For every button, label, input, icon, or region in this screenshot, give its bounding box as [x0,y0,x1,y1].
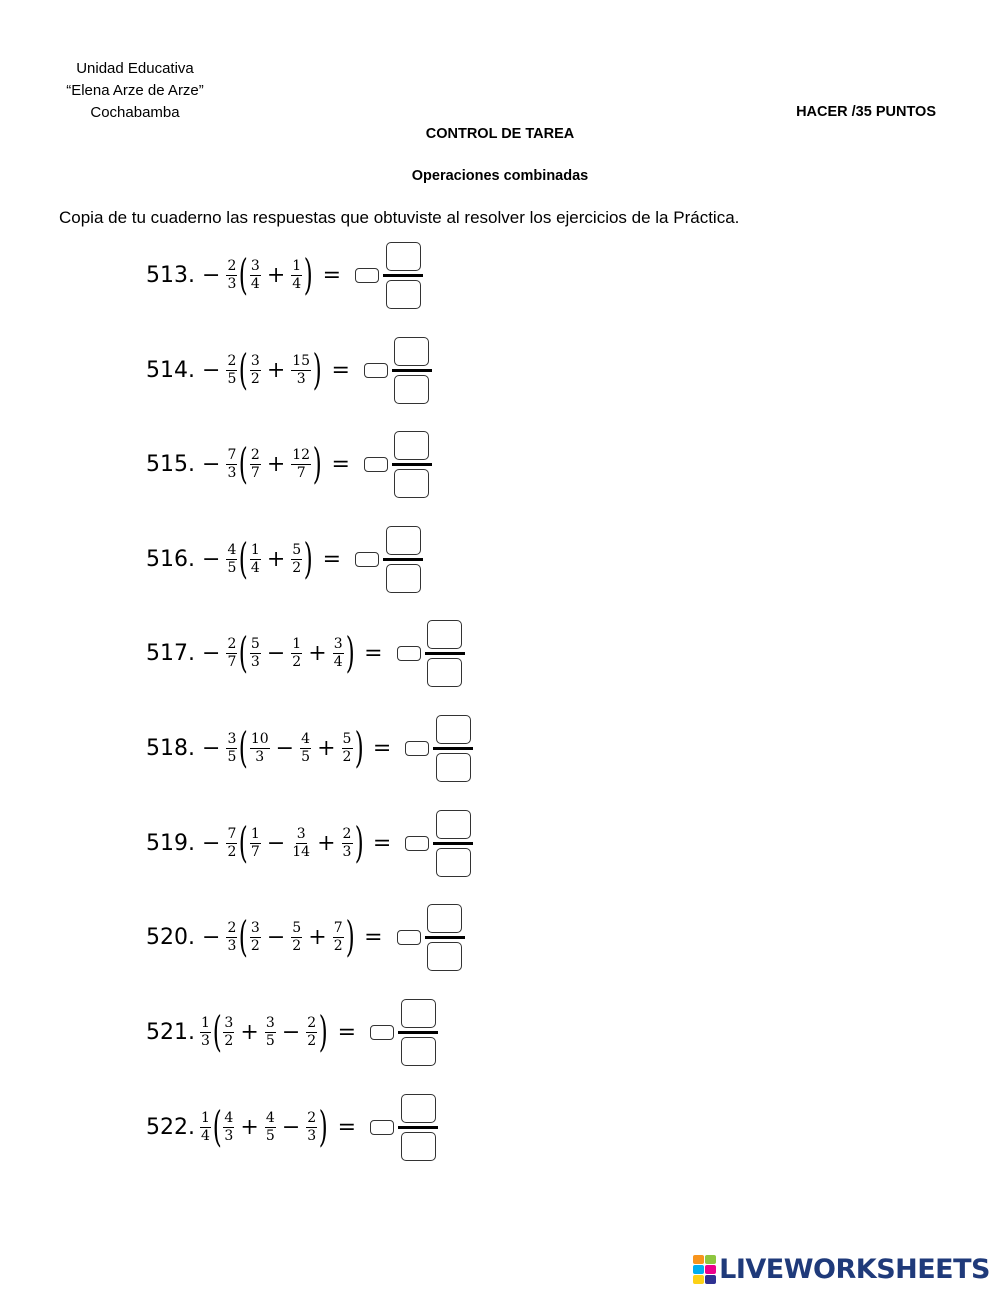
fraction-bar [398,1031,438,1034]
answer-fields [405,810,473,877]
exercise-517 [146,623,465,683]
answer-fields [355,526,423,593]
open-paren: ( [239,912,249,961]
numerator: 5 [292,541,302,558]
equals-sign: = [322,262,342,288]
numerator: 3 [250,257,260,274]
denominator: 4 [333,653,343,670]
page-title: CONTROL DE TAREA [425,126,575,142]
open-paren: ( [239,250,249,299]
denominator: 5 [265,1032,275,1049]
school-line-3: Cochabamba [90,104,180,121]
operator: + [317,735,336,761]
denominator: 5 [227,559,237,576]
fraction [226,636,237,671]
minus-sign: − [201,924,221,950]
operator: + [240,1019,259,1045]
fraction [342,826,353,861]
answer-fields [397,904,465,971]
numerator: 3 [333,635,343,652]
open-paren: ( [239,439,249,488]
exercise-number: 515. [146,451,195,477]
operator: − [275,735,295,761]
numerator: 1 [201,1109,210,1126]
denominator: 3 [255,748,265,765]
exercise-520 [146,907,465,967]
answer-numerator-input[interactable] [427,620,462,649]
numerator: 1 [201,1014,210,1031]
numerator: 5 [250,635,260,652]
instructions: Copia de tu cuaderno las respuestas que obtuviste al resolver los ejercicios de la Práctica. [59,208,740,227]
numerator: 12 [292,446,311,463]
fraction [223,1110,234,1145]
fraction-bar [383,274,423,277]
numerator: 2 [250,446,260,463]
answer-denominator-input[interactable] [436,848,471,877]
logo-square [693,1255,704,1264]
answer-fields [405,715,473,782]
logo-square [705,1255,716,1264]
denominator: 2 [307,1032,317,1049]
numerator: 4 [301,730,311,747]
answer-numerator-input[interactable] [394,431,429,460]
close-paren: ) [303,250,313,299]
open-paren: ( [239,818,249,867]
answer-sign-input[interactable] [405,836,429,851]
fraction [333,920,344,955]
fraction-bar [433,747,473,750]
fraction [333,636,344,671]
denominator: 3 [296,370,306,387]
answer-denominator-input[interactable] [386,564,421,593]
denominator: 2 [250,370,260,387]
denominator: 4 [250,275,260,292]
liveworksheets-logo [693,1254,990,1285]
answer-numerator-input[interactable] [427,904,462,933]
fraction [250,920,261,955]
exercise-number: 516. [146,546,195,572]
fraction [250,447,261,482]
answer-fields [370,999,438,1066]
fraction-bar [383,558,423,561]
answer-fraction [383,526,423,593]
close-paren: ) [312,439,322,488]
exercise-number: 519. [146,830,195,856]
numerator: 1 [292,635,302,652]
answer-numerator-input[interactable] [386,526,421,555]
fraction [200,1015,211,1050]
numerator: 2 [227,352,237,369]
denominator: 3 [227,464,237,481]
logo-square [705,1265,716,1274]
denominator: 2 [227,843,237,860]
denominator: 7 [250,843,260,860]
denominator: 2 [224,1032,234,1049]
fraction [226,826,237,861]
denominator: 4 [250,559,260,576]
close-paren: ) [345,912,355,961]
answer-fields [397,620,465,687]
answer-fraction [392,431,432,498]
answer-sign-input[interactable] [397,930,421,945]
denominator: 3 [342,843,352,860]
answer-sign-input[interactable] [405,741,429,756]
exercise-521 [146,1002,438,1062]
operator: + [308,924,327,950]
answer-sign-input[interactable] [397,646,421,661]
exercise-number: 518. [146,735,195,761]
denominator: 3 [201,1032,210,1049]
open-paren: ( [212,1102,222,1151]
numerator: 4 [224,1109,234,1126]
fraction-bar [398,1126,438,1129]
logo-square [705,1275,716,1284]
equals-sign: = [331,451,350,477]
answer-numerator-input[interactable] [401,999,436,1028]
denominator: 2 [292,653,302,670]
answer-denominator-input[interactable] [427,942,462,971]
answer-numerator-input[interactable] [394,337,429,366]
minus-sign: − [201,830,221,856]
operator: − [266,924,286,950]
open-paren: ( [239,628,249,677]
numerator: 5 [342,730,352,747]
numerator: 2 [227,919,237,936]
minus-sign: − [201,262,221,288]
fraction-bar [392,463,432,466]
answer-denominator-input[interactable] [394,469,429,498]
denominator: 7 [296,464,306,481]
fraction [226,731,237,766]
numerator: 5 [292,919,302,936]
denominator: 4 [201,1127,210,1144]
numerator: 7 [333,919,343,936]
exercise-522 [146,1097,438,1157]
equals-sign: = [372,735,392,761]
logo-text: LIVEWORKSHEETS [719,1254,990,1285]
open-paren: ( [239,534,249,583]
denominator: 3 [227,275,237,292]
operator: + [308,640,327,666]
operator: + [266,262,286,288]
numerator: 3 [265,1014,275,1031]
numerator: 3 [227,730,237,747]
exercise-number: 513. [146,262,195,288]
fraction [250,353,261,388]
denominator: 7 [250,464,260,481]
fraction [223,1015,234,1050]
fraction [226,353,237,388]
denominator: 14 [292,843,311,860]
answer-denominator-input[interactable] [386,280,421,309]
answer-fraction [398,1094,438,1161]
denominator: 3 [250,653,260,670]
denominator: 3 [227,937,237,954]
denominator: 4 [292,275,302,292]
answer-fraction [425,904,465,971]
liveworksheets-logo-icon [693,1255,716,1284]
equals-sign: = [372,830,392,856]
fraction [226,258,237,293]
fraction [250,258,261,293]
fraction [226,920,237,955]
minus-sign: − [201,640,221,666]
answer-fields [355,242,423,309]
denominator: 2 [292,559,302,576]
exercise-number: 522. [146,1114,195,1140]
fraction [291,258,302,293]
operator: + [266,357,286,383]
answer-fraction [425,620,465,687]
operator: + [317,830,336,856]
fraction [250,826,261,861]
denominator: 7 [227,653,237,670]
fraction [250,542,261,577]
score-label: HACER /35 PUNTOS [796,104,936,120]
answer-fields [364,431,432,498]
numerator: 2 [307,1109,317,1126]
operator: − [266,830,286,856]
answer-fields [364,337,432,404]
numerator: 1 [292,257,302,274]
operator: − [281,1019,301,1045]
minus-sign: − [201,357,221,383]
answer-denominator-input[interactable] [401,1037,436,1066]
fraction [306,1110,317,1145]
numerator: 4 [265,1109,275,1126]
page-subtitle: Operaciones combinadas [411,168,589,184]
denominator: 5 [301,748,311,765]
answer-fields [370,1094,438,1161]
answer-sign-input[interactable] [370,1120,394,1135]
exercise-number: 521. [146,1019,195,1045]
school-line-2: “Elena Arze de Arze” [66,82,204,99]
numerator: 1 [250,825,260,842]
equals-sign: = [337,1114,357,1140]
equals-sign: = [364,640,383,666]
exercise-519 [146,813,473,873]
fraction [291,920,302,955]
answer-sign-input[interactable] [355,552,379,567]
fraction [300,731,311,766]
answer-numerator-input[interactable] [401,1094,436,1123]
exercise-513 [146,245,423,305]
denominator: 2 [292,937,302,954]
exercise-515 [146,434,432,494]
fraction [291,542,302,577]
answer-sign-input[interactable] [355,268,379,283]
minus-sign: − [201,546,221,572]
fraction [226,542,237,577]
fraction [291,447,311,482]
school-info [30,58,240,124]
fraction [291,353,311,388]
logo-square [693,1265,704,1274]
exercise-516 [146,529,423,589]
exercise-518 [146,718,473,778]
fraction [342,731,353,766]
close-paren: ) [318,1007,328,1056]
denominator: 5 [227,370,237,387]
fraction [200,1110,211,1145]
answer-sign-input[interactable] [364,457,388,472]
denominator: 5 [227,748,237,765]
fraction [291,826,311,861]
equals-sign: = [331,357,350,383]
equals-sign: = [322,546,342,572]
open-paren: ( [239,345,249,394]
answer-fraction [383,242,423,309]
equals-sign: = [337,1019,357,1045]
numerator: 3 [250,919,260,936]
open-paren: ( [239,723,249,772]
numerator: 2 [227,635,237,652]
answer-denominator-input[interactable] [436,753,471,782]
answer-fraction [433,810,473,877]
answer-denominator-input[interactable] [394,375,429,404]
school-line-1: Unidad Educativa [76,60,194,77]
answer-numerator-input[interactable] [436,715,471,744]
numerator: 3 [250,352,260,369]
numerator: 10 [250,730,269,747]
exercise-number: 520. [146,924,195,950]
answer-sign-input[interactable] [364,363,388,378]
minus-sign: − [201,451,221,477]
exercise-514 [146,340,432,400]
close-paren: ) [354,723,364,772]
numerator: 3 [296,825,306,842]
numerator: 2 [342,825,352,842]
denominator: 2 [333,937,343,954]
answer-fraction [392,337,432,404]
close-paren: ) [303,534,313,583]
open-paren: ( [212,1007,222,1056]
close-paren: ) [312,345,322,394]
exercise-number: 517. [146,640,195,666]
fraction [291,636,302,671]
fraction [250,636,261,671]
fraction [306,1015,317,1050]
fraction [226,447,237,482]
close-paren: ) [354,818,364,867]
fraction-bar [425,652,465,655]
denominator: 2 [342,748,352,765]
numerator: 15 [292,352,311,369]
answer-numerator-input[interactable] [436,810,471,839]
operator: − [266,640,286,666]
fraction-bar [392,369,432,372]
numerator: 2 [307,1014,317,1031]
fraction-bar [433,842,473,845]
denominator: 2 [250,937,260,954]
answer-sign-input[interactable] [370,1025,394,1040]
numerator: 3 [224,1014,234,1031]
answer-fraction [398,999,438,1066]
answer-denominator-input[interactable] [401,1132,436,1161]
answer-denominator-input[interactable] [427,658,462,687]
close-paren: ) [318,1102,328,1151]
fraction [265,1110,276,1145]
equals-sign: = [364,924,383,950]
answer-fraction [433,715,473,782]
close-paren: ) [345,628,355,677]
denominator: 3 [307,1127,317,1144]
fraction-bar [425,936,465,939]
fraction [265,1015,276,1050]
operator: + [240,1114,259,1140]
denominator: 5 [265,1127,275,1144]
minus-sign: − [201,735,221,761]
exercise-number: 514. [146,357,195,383]
operator: + [266,451,286,477]
operator: + [266,546,286,572]
numerator: 2 [227,257,237,274]
fraction [250,731,270,766]
numerator: 7 [227,825,237,842]
numerator: 7 [227,446,237,463]
numerator: 1 [250,541,260,558]
logo-square [693,1275,704,1284]
answer-numerator-input[interactable] [386,242,421,271]
operator: − [281,1114,301,1140]
numerator: 4 [227,541,237,558]
denominator: 3 [224,1127,234,1144]
